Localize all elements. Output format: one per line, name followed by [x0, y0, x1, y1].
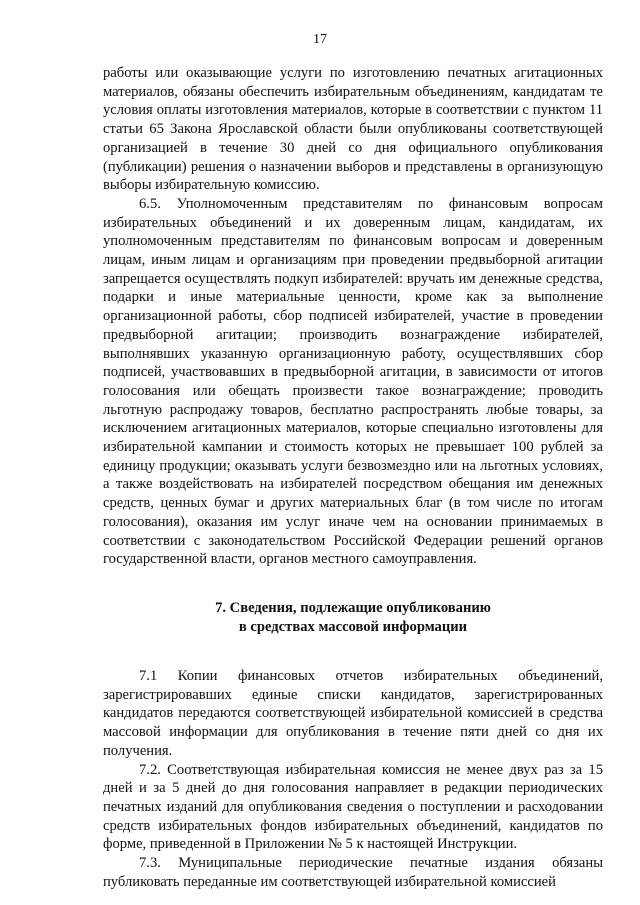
- page-number: 17: [313, 32, 327, 47]
- section-heading-line-2: в средствах массовой информации: [238, 618, 468, 635]
- paragraph-7-1: 7.1 Копии финансовых отчетов избирательных объединений, зарегистрировавших единые списки кандидатов, зарегистрированных кандидатов передаются соответствующей избирательной комиссией в средства массовой информации для опубликования в течение пяти дней со дня их получения.: [103, 667, 603, 759]
- paragraph-7-2: 7.2. Соответствующая избирательная комиссия не менее двух раз за 15 дней и за 5 дней до дня голосования направляет в редакции периодических печатных изданий для опубликования сведения о поступлении и расходовании средств избирательных фондов избирательных объединений, кандидатов по форме, приведенной в Приложении № 5 к настоящей Инструкции.: [103, 761, 603, 853]
- document-body: [103, 64, 603, 891]
- paragraph-6-5: 6.5. Уполномоченным представителям по финансовым вопросам избирательных объединений и их доверенным лицам, кандидатам, их уполномоченным представителям по финансовым вопросам и доверенным лицам, иным лицам и организациям при проведении предвыборной агитации запрещается осуществлять подкуп избирателей: вручать им денежные средства, подарки и иные материальные ценности, кроме как за выполнение организационной работы, сбор подписей избирателей, участие в проведении предвыборной агитации; производить вознаграждение избирателей, выполнявших указанную организационную работу, осуществлявших сбор подписей, участвовавших в предвыборной агитации, в зависимости от итогов голосования или обещать произвести такое вознаграждение; проводить льготную распродажу товаров, бесплатно распространять любые товары, за исключением агитационных материалов, которые специально изготовлены для избирательной кампании и стоимость которых не превышает 100 рублей за единицу продукции; оказывать услуги безвозмездно или на льготных условиях, а также воздействовать на избирателей посредством обещания им денежных средств, ценных бумаг и других материальных благ (в том числе по итогам голосования), оказания им услуг иначе чем на основании принимаемых в соответствии с законодательством Российской Федерации решений органов государственной власти, органов местного самоуправления.: [103, 195, 603, 568]
- paragraph-7-3: 7.3. Муниципальные периодические печатные издания обязаны публиковать переданные им соответствующей избирательной комиссией: [103, 855, 603, 890]
- section-heading: [103, 599, 603, 637]
- paragraph-continuation: работы или оказывающие услуги по изготовлению печатных агитационных материалов, обязаны обеспечить избирательным объединениям, кандидатам те условия оплаты изготовления материалов, которые в соответствии с пунктом 11 статьи 65 Закона Ярославской области были опубликованы соответствующей организацией в течение 30 дней со дня официального опубликования (публикации) решения о назначении выборов и представлены в организующую выборы избирательную комиссию.: [103, 65, 603, 194]
- section-heading-line-1: 7. Сведения, подлежащие опубликованию: [215, 599, 491, 616]
